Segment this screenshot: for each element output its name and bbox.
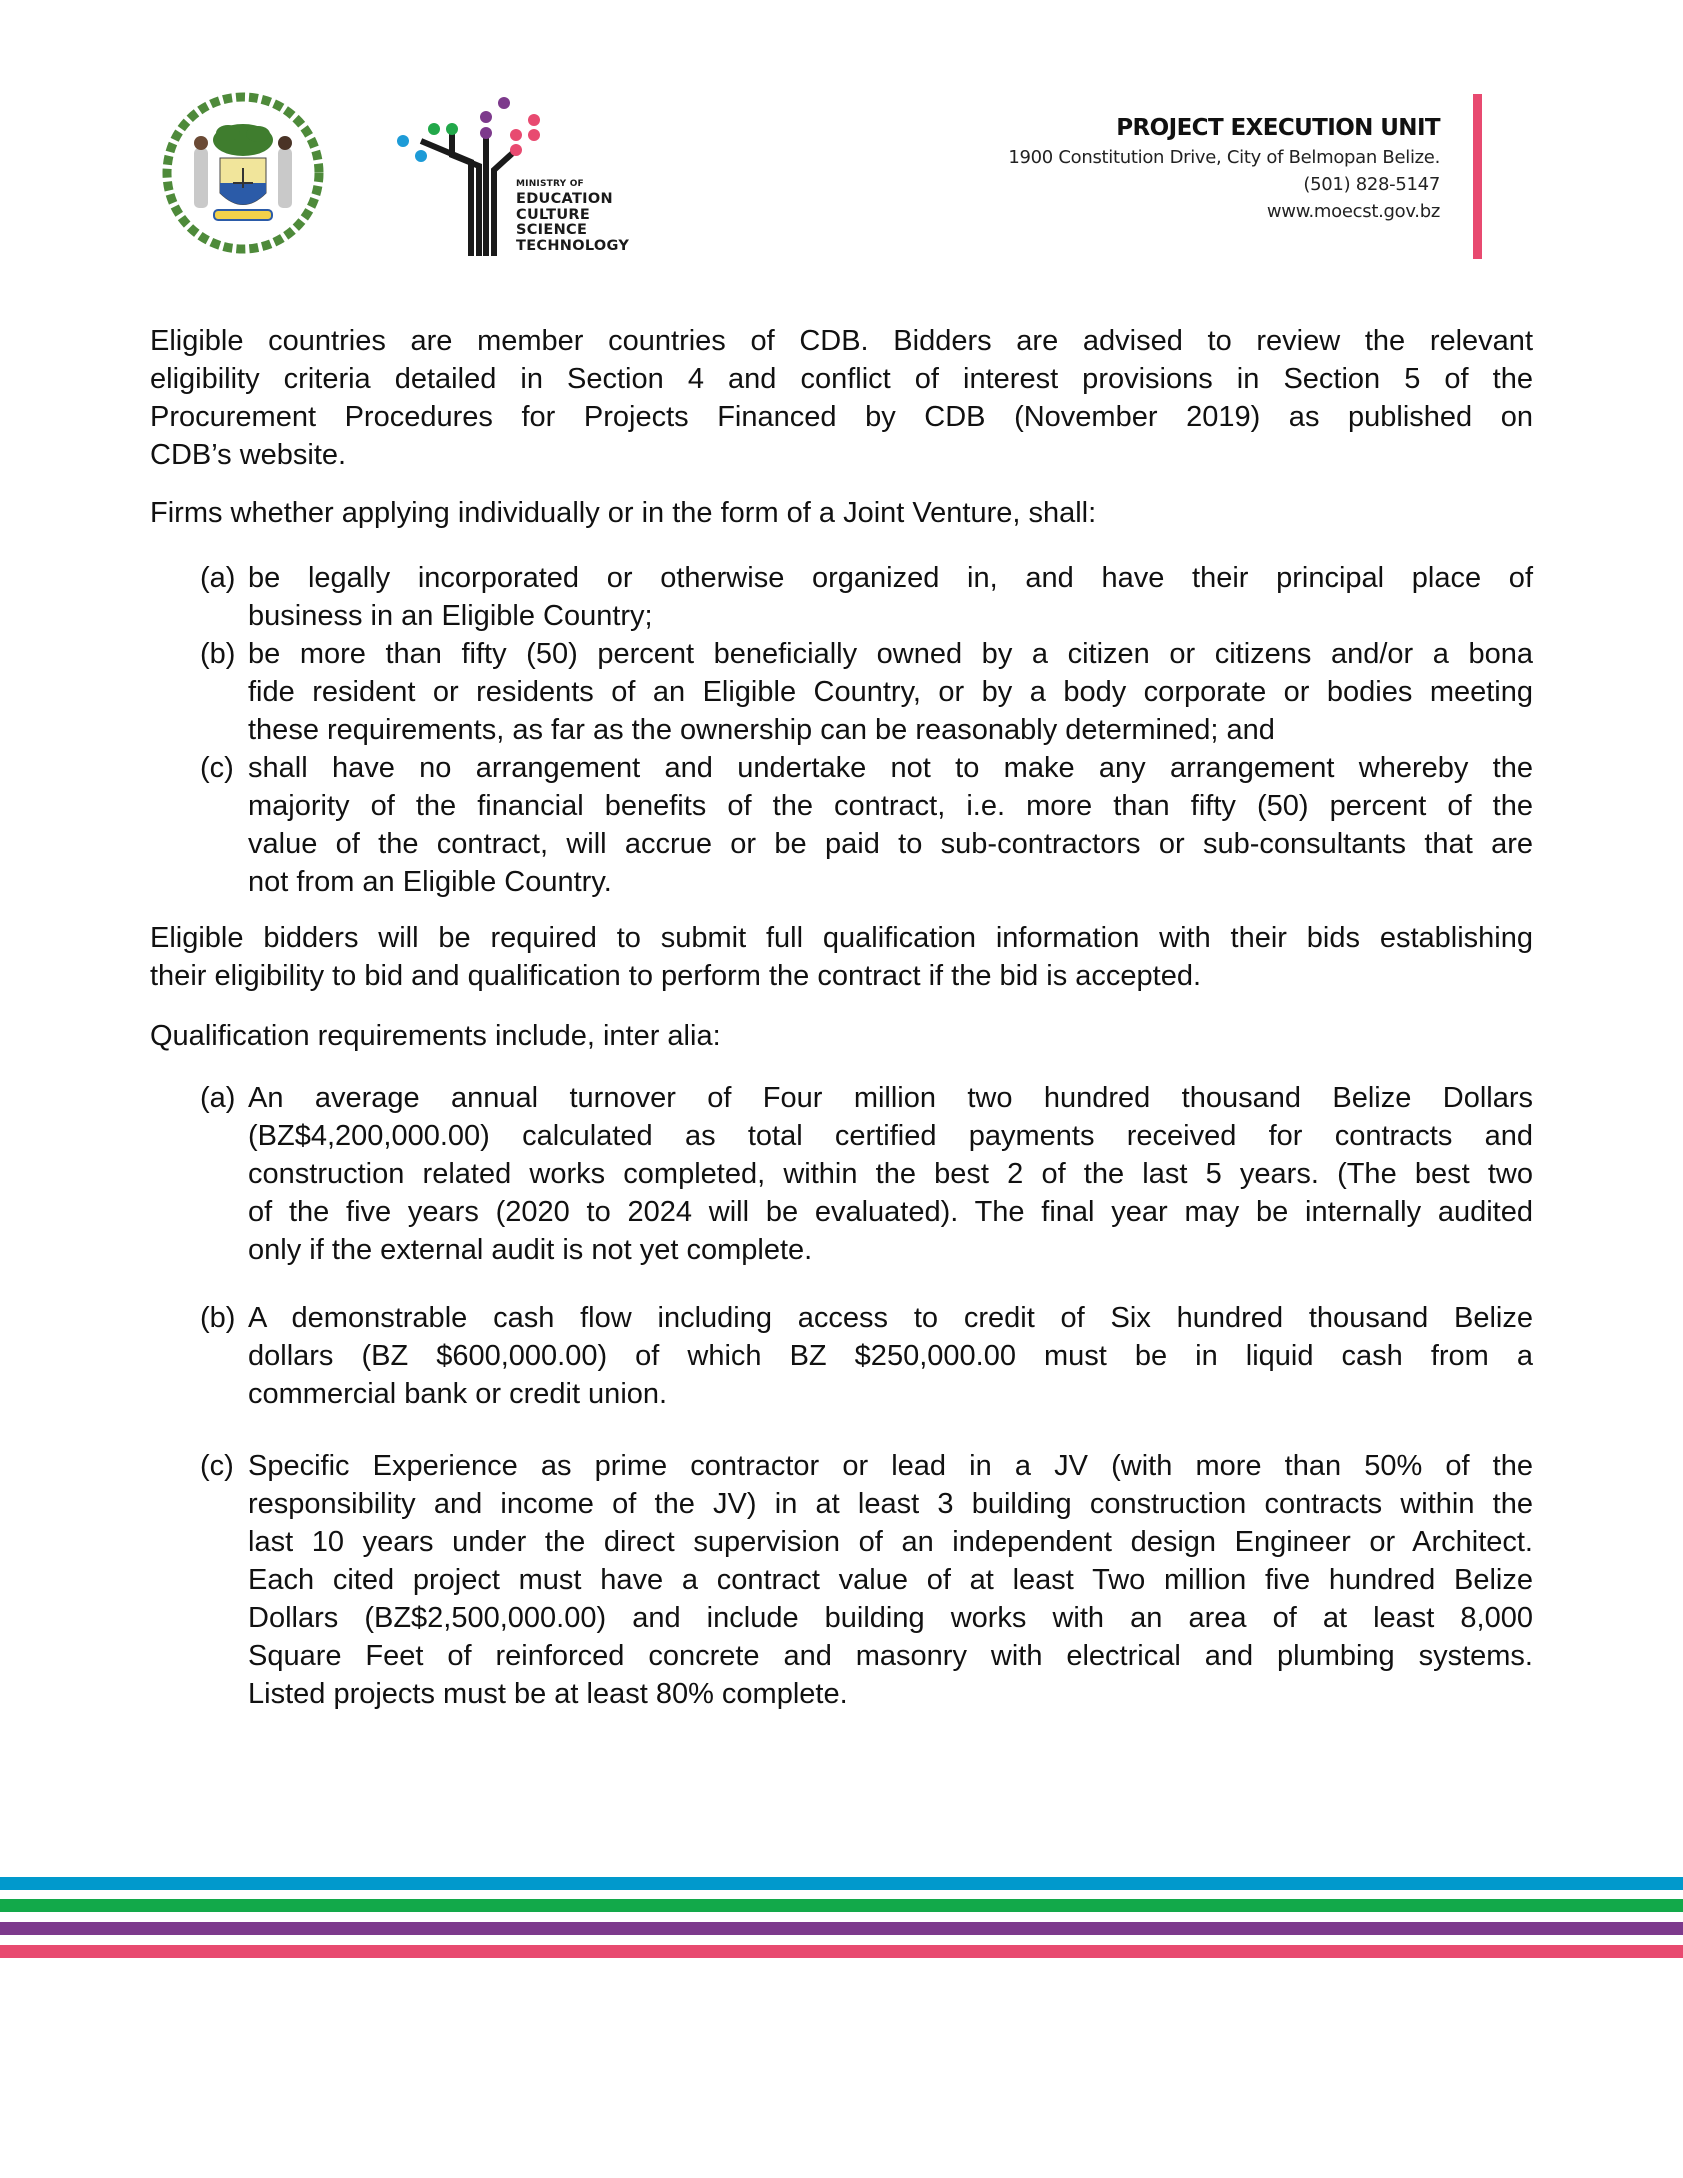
text-line: An average annual turnover of Four million two hundred thousand Belize Dollars — [248, 1082, 1533, 1114]
list-item — [150, 1079, 1533, 1269]
text-line: Each cited project must have a contract value of at least Two million five hundred Belize — [248, 1564, 1533, 1596]
ministry-name — [516, 180, 629, 254]
text-line: Firms whether applying individually or in the form of a Joint Venture, shall: — [150, 497, 1097, 529]
text-line: Eligible bidders will be required to submit full qualification information with their bids establishing — [150, 922, 1533, 954]
list-item — [150, 635, 1533, 749]
text-line: value of the contract, will accrue or be paid to sub-contractors or sub-consultants that are — [248, 828, 1533, 860]
belize-coat-of-arms-icon — [158, 88, 328, 258]
text-line: Qualification requirements include, inter alia: — [150, 1020, 721, 1052]
text-line: be more than fifty (50) percent beneficially owned by a citizen or citizens and/or a bona — [248, 638, 1533, 670]
list-item — [150, 749, 1533, 901]
list-item — [150, 559, 1533, 635]
text-line: Procurement Procedures for Projects Financed by CDB (November 2019) as published on — [150, 401, 1533, 433]
ministry-science-label: SCIENCE — [516, 222, 588, 238]
text-line: CDB’s website. — [150, 439, 347, 471]
footer-stripe-green — [0, 1899, 1683, 1912]
text-line: business in an Eligible Country; — [248, 600, 653, 632]
text-line: construction related works completed, within the best 2 of the last 5 years. (The best two — [248, 1158, 1533, 1190]
text-line: only if the external audit is not yet complete. — [248, 1234, 813, 1266]
item-label: (a) — [200, 562, 236, 594]
address: 1900 Constitution Drive, City of Belmopan Belize. — [1008, 147, 1440, 168]
item-label: (b) — [200, 1302, 236, 1334]
text-line: not from an Eligible Country. — [248, 866, 612, 898]
text-line: Dollars (BZ$2,500,000.00) and include building works with an area of at least 8,000 — [248, 1602, 1533, 1634]
ministry-culture-label: CULTURE — [516, 206, 591, 223]
ministry-technology-label: TECHNOLOGY — [516, 237, 630, 254]
letterhead-contact — [1008, 112, 1440, 225]
footer-stripe-purple — [0, 1922, 1683, 1935]
qualification-info-paragraph — [150, 919, 1533, 995]
firm-requirements-list — [150, 559, 1533, 901]
text-line: eligibility criteria detailed in Section 4 and conflict of interest provisions in Section 5 of the — [150, 363, 1533, 395]
ministry-of-label: MINISTRY OF — [516, 179, 584, 189]
text-line: dollars (BZ $600,000.00) of which BZ $250,000.00 must be in liquid cash from a — [248, 1340, 1533, 1372]
eligibility-paragraph — [150, 322, 1533, 474]
text-line: Specific Experience as prime contractor or lead in a JV (with more than 50% of the — [248, 1450, 1533, 1482]
firms-intro-paragraph — [150, 494, 1533, 532]
text-line: shall have no arrangement and undertake not to make any arrangement whereby the — [248, 752, 1533, 784]
item-label: (b) — [200, 638, 236, 670]
text-line: majority of the financial benefits of the contract, i.e. more than fifty (50) percent of the — [248, 790, 1533, 822]
text-line: A demonstrable cash flow including access to credit of Six hundred thousand Belize — [248, 1302, 1533, 1334]
document-body — [150, 322, 1533, 1713]
ministry-education-label: EDUCATION — [516, 191, 613, 207]
text-line: Listed projects must be at least 80% complete. — [248, 1678, 848, 1710]
website-link[interactable]: www.moecst.gov.bz — [1266, 201, 1440, 222]
text-line: their eligibility to bid and qualification to perform the contract if the bid is accepted. — [150, 960, 1202, 992]
list-item — [150, 1447, 1533, 1713]
text-line: of the five years (2020 to 2024 will be evaluated). The final year may be internally audited — [248, 1196, 1533, 1228]
qualification-requirements-list — [150, 1079, 1533, 1713]
item-label: (c) — [200, 752, 234, 784]
text-line: Eligible countries are member countries of CDB. Bidders are advised to review the relevant — [150, 325, 1533, 357]
qualification-intro-paragraph — [150, 1017, 1533, 1055]
list-item — [150, 1299, 1533, 1413]
text-line: fide resident or residents of an Eligible Country, or by a body corporate or bodies meeting — [248, 676, 1533, 708]
footer-stripe-pink — [0, 1945, 1683, 1958]
accent-bar — [1473, 94, 1482, 259]
unit-title: PROJECT EXECUTION UNIT — [1116, 115, 1440, 141]
text-line: these requirements, as far as the ownership can be reasonably determined; and — [248, 714, 1275, 746]
item-label: (a) — [200, 1082, 236, 1114]
phone: (501) 828-5147 — [1303, 174, 1440, 195]
text-line: commercial bank or credit union. — [248, 1378, 668, 1410]
footer-stripe-blue — [0, 1877, 1683, 1890]
text-line: Square Feet of reinforced concrete and masonry with electrical and plumbing systems. — [248, 1640, 1533, 1672]
text-line: be legally incorporated or otherwise organized in, and have their principal place of — [248, 562, 1533, 594]
text-line: (BZ$4,200,000.00) calculated as total certified payments received for contracts and — [248, 1120, 1533, 1152]
item-label: (c) — [200, 1450, 234, 1482]
text-line: responsibility and income of the JV) in at least 3 building construction contracts within the — [248, 1488, 1533, 1520]
text-line: last 10 years under the direct supervision of an independent design Engineer or Architect. — [248, 1526, 1533, 1558]
